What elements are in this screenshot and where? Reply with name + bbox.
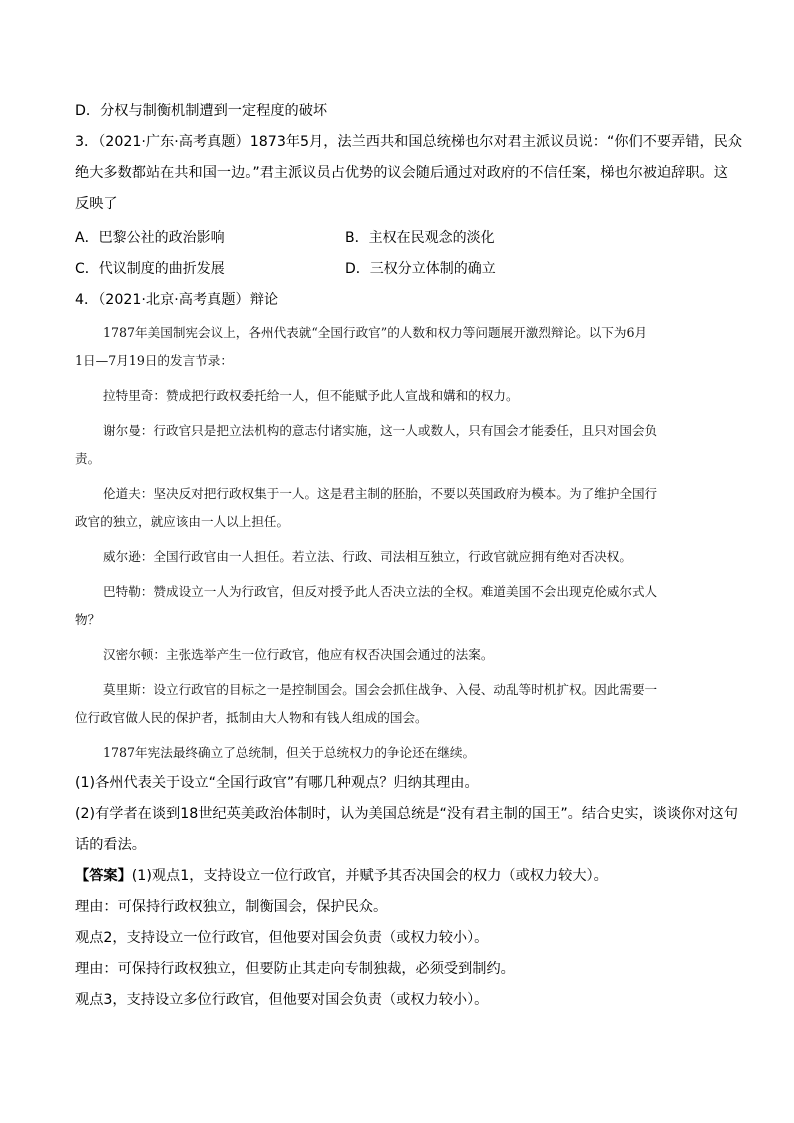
answer-line: 观点3，支持设立多位行政官，但他要对国会负责（或权力较小）。 bbox=[75, 992, 489, 1008]
q3-stem-line-1: 3．（2021·广东·高考真题）1873年5月，法兰西共和国总统梯也尔对君主派议员说：“你们不要弄错，民众 bbox=[75, 134, 743, 150]
q3-option-a: A．巴黎公社的政治影响 bbox=[75, 230, 225, 246]
q4-material-line: 政官的独立，就应该由一人以上担任。 bbox=[75, 514, 290, 529]
answer-line bbox=[75, 866, 608, 886]
q3-option-b: B．主权在民观念的淡化 bbox=[345, 230, 495, 246]
q4-material-line: 汉密尔顿：主张选举产生一位行政官，他应有权否决国会通过的法案。 bbox=[103, 647, 494, 662]
q4-material-line: 责。 bbox=[75, 451, 101, 466]
q3-option-c: C．代议制度的曲折发展 bbox=[75, 261, 225, 277]
q4-material-line: 威尔逊：全国行政官由一人担任。若立法、行政、司法相互独立，行政官就应拥有绝对否决权。 bbox=[103, 549, 632, 564]
q4-material-line: 巴特勒：赞成设立一人为行政官，但反对授予此人否决立法的全权。难道美国不会出现克伦威尔式人 bbox=[103, 584, 658, 599]
q4-material-line: 谢尔曼：行政官只是把立法机构的意志付诸实施，这一人或数人，只有国会才能委任，且只对国会负 bbox=[103, 423, 658, 438]
q4-material-line: 位行政官做人民的保护者，抵制由大人物和有钱人组成的国会。 bbox=[75, 710, 428, 725]
q3-stem-line-2: 绝大多数都站在共和国一边。”君主派议员占优势的议会随后通过对政府的不信任案，梯也尔被迫辞职。这 bbox=[75, 165, 728, 181]
answer-line: 理由：可保持行政权独立，制衡国会，保护民众。 bbox=[75, 899, 388, 915]
q4-material-line: 伦道夫：坚决反对把行政权集于一人。这是君主制的胚胎，不要以英国政府为模本。为了维护全国行 bbox=[103, 486, 658, 501]
q4-subquestion-2-line-2: 话的看法。 bbox=[75, 837, 146, 853]
q3-stem-line-3: 反映了 bbox=[75, 196, 118, 212]
answer-text: (1)观点1，支持设立一位行政官，并赋予其否决国会的权力（或权力较大）。 bbox=[131, 868, 608, 884]
q4-material-line: 拉特里奇：赞成把行政权委托给一人，但不能赋予此人宣战和媾和的权力。 bbox=[103, 388, 519, 403]
q4-material-line: 1日—7月19日的发言节录： bbox=[75, 353, 233, 368]
q4-material-line: 莫里斯：设立行政官的目标之一是控制国会。国会会抓住战争、入侵、动乱等时机扩权。因此需要一 bbox=[103, 682, 658, 697]
q4-subquestion-2-line-1: (2)有学者在谈到18世纪英美政治体制时，认为美国总统是“没有君主制的国王”。结合史实，谈谈你对这句 bbox=[75, 806, 738, 822]
q4-stem: 4．（2021·北京·高考真题）辩论 bbox=[75, 292, 279, 308]
q3-option-d: D．三权分立体制的确立 bbox=[345, 261, 496, 277]
q4-material-line: 物？ bbox=[75, 612, 101, 627]
answer-tag: 【答案】 bbox=[75, 868, 132, 884]
answer-line: 观点2，支持设立一位行政官，但他要对国会负责（或权力较小）。 bbox=[75, 930, 489, 946]
q4-subquestion-1: (1)各州代表关于设立“全国行政官”有哪几种观点？归纳其理由。 bbox=[75, 775, 479, 791]
q2-option-d: D．分权与制衡机制遭到一定程度的破坏 bbox=[75, 103, 328, 119]
answer-line: 理由：可保持行政权独立，但要防止其走向专制独裁，必须受到制约。 bbox=[75, 961, 515, 977]
q4-material-line: 1787年美国制宪会议上，各州代表就“全国行政官”的人数和权力等问题展开激烈辩论。以下为6月 bbox=[103, 325, 648, 340]
q4-material-line: 1787年宪法最终确立了总统制，但关于总统权力的争论还在继续。 bbox=[103, 745, 476, 760]
